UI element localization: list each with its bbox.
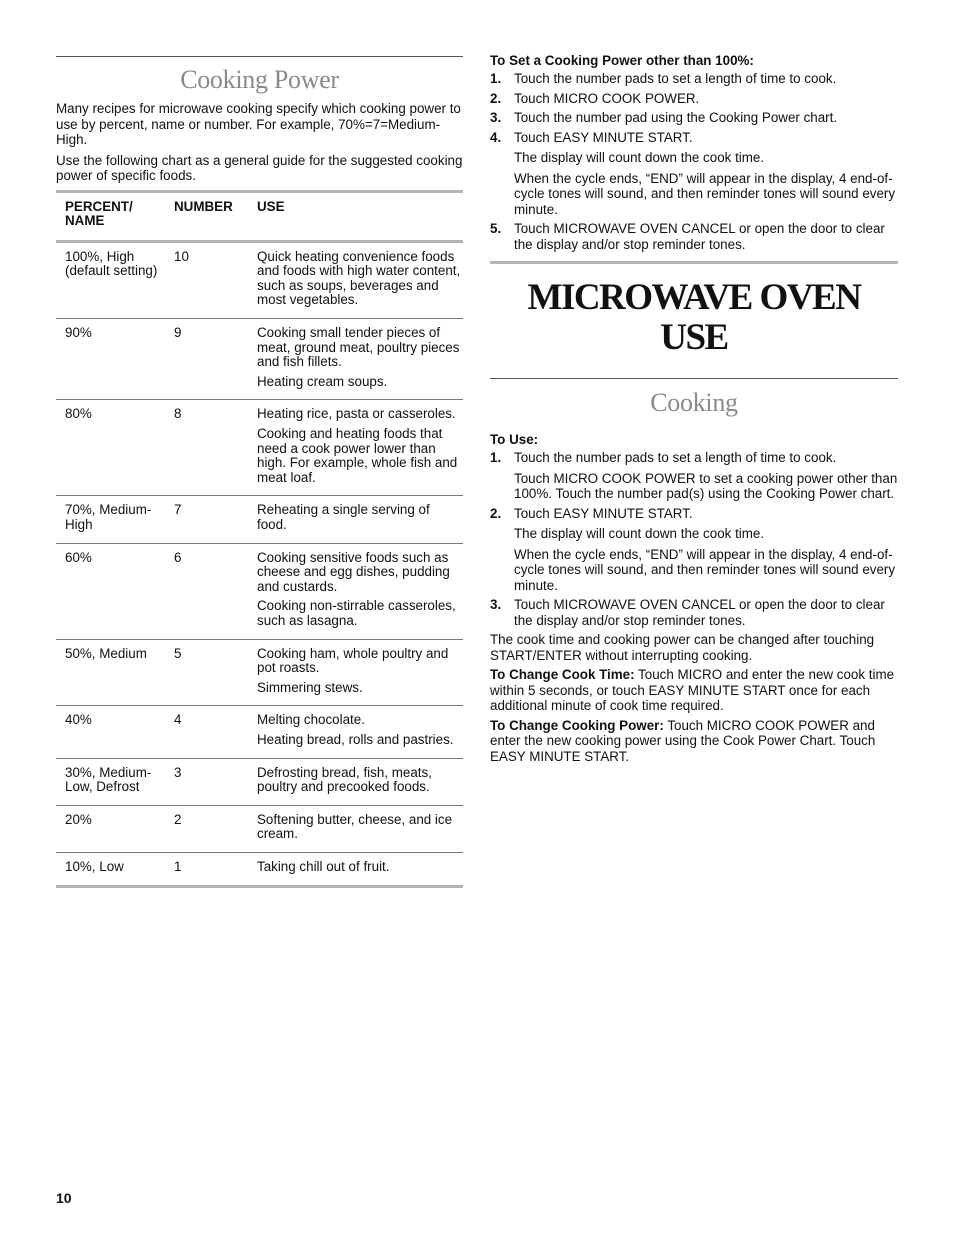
cooking-power-table (56, 190, 463, 888)
step-detail: The display will count down the cook time. (514, 526, 765, 541)
change-power-label: To Change Cooking Power: (490, 717, 664, 733)
cell-use (257, 496, 463, 543)
use-line: Taking chill out of fruit. (257, 858, 390, 874)
cell-percent: 60% (65, 549, 92, 565)
cell-use (257, 852, 463, 886)
step-detail: When the cycle ends, “END” will appear in the display, 4 end-of-cycle tones will sound, and then reminder tones will sound every minute. (514, 170, 896, 217)
cell-percent: 10%, Low (65, 858, 124, 874)
cell-number: 1 (174, 858, 182, 874)
left-column (56, 56, 463, 888)
cell-use (257, 400, 463, 496)
step-item (490, 110, 898, 126)
cell-number: 2 (174, 811, 182, 827)
section-title-cooking: Cooking (650, 388, 738, 417)
table-row (56, 639, 463, 706)
to-use-title: To Use: (490, 432, 539, 447)
change-time-text: Touch MICRO and enter the new cook time within 5 seconds, or touch EASY MINUTE START once for each additional minute of cook time required. (490, 667, 895, 713)
cell-use (257, 758, 463, 805)
cell-use (257, 319, 463, 400)
step-text: Touch the number pad using the Cooking Power chart. (514, 110, 838, 125)
cell-percent: 30%, Medium-Low, Defrost (65, 764, 152, 795)
cell-percent: 70%, Medium-High (65, 502, 152, 532)
step-detail: The display will count down the cook time. (514, 150, 765, 165)
step-text: Touch MICROWAVE OVEN CANCEL or open the door to clear the display and/or stop reminder tones. (514, 221, 885, 252)
use-line: Melting chocolate. (257, 712, 365, 728)
table-row (56, 543, 463, 639)
use-line: Quick heating convenience foods and foods with high water content, such as soups, beverages and most vegetables. (257, 248, 461, 308)
step-item (490, 130, 898, 218)
step-text: Touch the number pads to set a length of time to cook. (514, 71, 837, 86)
cell-percent: 20% (65, 811, 92, 827)
section-rule (490, 378, 898, 379)
use-line: Cooking sensitive foods such as cheese and egg dishes, pudding and custards. (257, 549, 450, 594)
step-item (490, 71, 898, 87)
use-line: Cooking non-stirrable casseroles, such as lasagna. (257, 598, 456, 628)
use-line: Simmering stews. (257, 679, 363, 695)
table-row (56, 400, 463, 496)
heading-rule (490, 261, 898, 264)
cell-number: 8 (174, 406, 182, 422)
cell-use (257, 639, 463, 706)
intro-paragraph: Use the following chart as a general guide for the suggested cooking power of specific foods. (56, 152, 463, 183)
cell-number: 4 (174, 712, 182, 728)
cell-percent: 90% (65, 325, 92, 341)
cell-percent: 80% (65, 406, 92, 422)
use-line: Heating rice, pasta or casseroles. (257, 406, 456, 422)
step-number: 5. (490, 221, 502, 236)
step-item (490, 450, 898, 502)
cell-number: 5 (174, 645, 182, 661)
use-line: Softening butter, cheese, and ice cream. (257, 811, 453, 842)
table-row (56, 805, 463, 852)
use-line: Reheating a single serving of food. (257, 502, 430, 532)
cell-use (257, 241, 463, 318)
change-time-paragraph (490, 667, 898, 714)
step-number: 3. (490, 597, 502, 612)
step-text: Touch the number pads to set a length of time to cook. (514, 450, 837, 465)
change-power-paragraph (490, 718, 898, 765)
table-row (56, 241, 463, 318)
use-line: Cooking and heating foods that need a cook power lower than high. For example, whole fish and meat loaf. (257, 426, 458, 485)
use-line: Defrosting bread, fish, meats, poultry and precooked foods. (257, 764, 432, 795)
step-number: 1. (490, 450, 502, 465)
cell-number: 7 (174, 502, 182, 518)
cell-use (257, 543, 463, 639)
header-percent (56, 191, 174, 241)
step-item (490, 597, 898, 628)
cell-use (257, 706, 463, 758)
main-heading-text: MICROWAVE OVEN USE (527, 277, 861, 358)
step-number: 2. (490, 90, 502, 106)
to-use-steps (490, 450, 898, 628)
section-title-cooking-power: Cooking Power (180, 65, 339, 94)
intro (56, 101, 463, 184)
table-header-row (56, 191, 463, 241)
table-row (56, 496, 463, 543)
table-row (56, 319, 463, 400)
intro-paragraph: Many recipes for microwave cooking specify which cooking power to use by percent, name or number. For example, 70%=7=Medium-High. (56, 101, 461, 147)
step-detail: Touch MICRO COOK POWER to set a cooking power other than 100%. Touch the number pad(s) using the Cooking Power chart. (514, 470, 898, 501)
header-use: USE (257, 198, 285, 214)
step-text: Touch MICROWAVE OVEN CANCEL or open the door to clear the display and/or stop reminder tones. (514, 597, 885, 628)
cell-use (257, 805, 463, 852)
note-paragraph: The cook time and cooking power can be changed after touching START/ENTER without interrupting cooking. (490, 632, 875, 663)
use-line: Heating cream soups. (257, 373, 388, 389)
cell-number: 3 (174, 764, 182, 780)
cell-number: 6 (174, 549, 182, 565)
step-number: 4. (490, 129, 502, 145)
step-number: 2. (490, 505, 502, 521)
step-number: 3. (490, 110, 502, 125)
main-heading (490, 278, 898, 358)
top-rule (56, 56, 463, 57)
step-detail: When the cycle ends, “END” will appear in the display, 4 end-of-cycle tones will sound, and then reminder tones will sound every minute. (514, 546, 896, 593)
step-item (490, 221, 898, 252)
table-row (56, 758, 463, 805)
step-text: Touch EASY MINUTE START. (514, 129, 693, 145)
use-line: Cooking ham, whole poultry and pot roasts. (257, 645, 449, 676)
cell-percent: 50%, Medium (65, 645, 147, 661)
step-item (490, 91, 898, 107)
cell-percent: 40% (65, 712, 92, 728)
use-line: Heating bread, rolls and pastries. (257, 731, 454, 747)
change-power-text: Touch MICRO COOK POWER and enter the new cooking power using the Cook Power Chart. Touch EASY MINUTE START. (490, 717, 876, 764)
cell-percent: 100%, High (default setting) (65, 248, 158, 279)
right-column (490, 52, 898, 764)
table-row (56, 852, 463, 886)
header-number: NUMBER (174, 198, 233, 214)
set-power-title: To Set a Cooking Power other than 100%: (490, 53, 754, 68)
set-power-steps (490, 71, 898, 252)
use-line: Cooking small tender pieces of meat, ground meat, poultry pieces and fish fillets. (257, 325, 460, 370)
step-text: Touch MICRO COOK POWER. (514, 90, 700, 106)
table-row (56, 706, 463, 758)
page-number: 10 (56, 1190, 72, 1206)
cell-number: 9 (174, 325, 182, 341)
step-text: Touch EASY MINUTE START. (514, 505, 693, 521)
step-number: 1. (490, 71, 502, 86)
step-item (490, 506, 898, 594)
cell-number: 10 (174, 248, 189, 264)
header-percent-label: PERCENT/ NAME (65, 198, 133, 229)
change-time-label: To Change Cook Time: (490, 667, 635, 682)
